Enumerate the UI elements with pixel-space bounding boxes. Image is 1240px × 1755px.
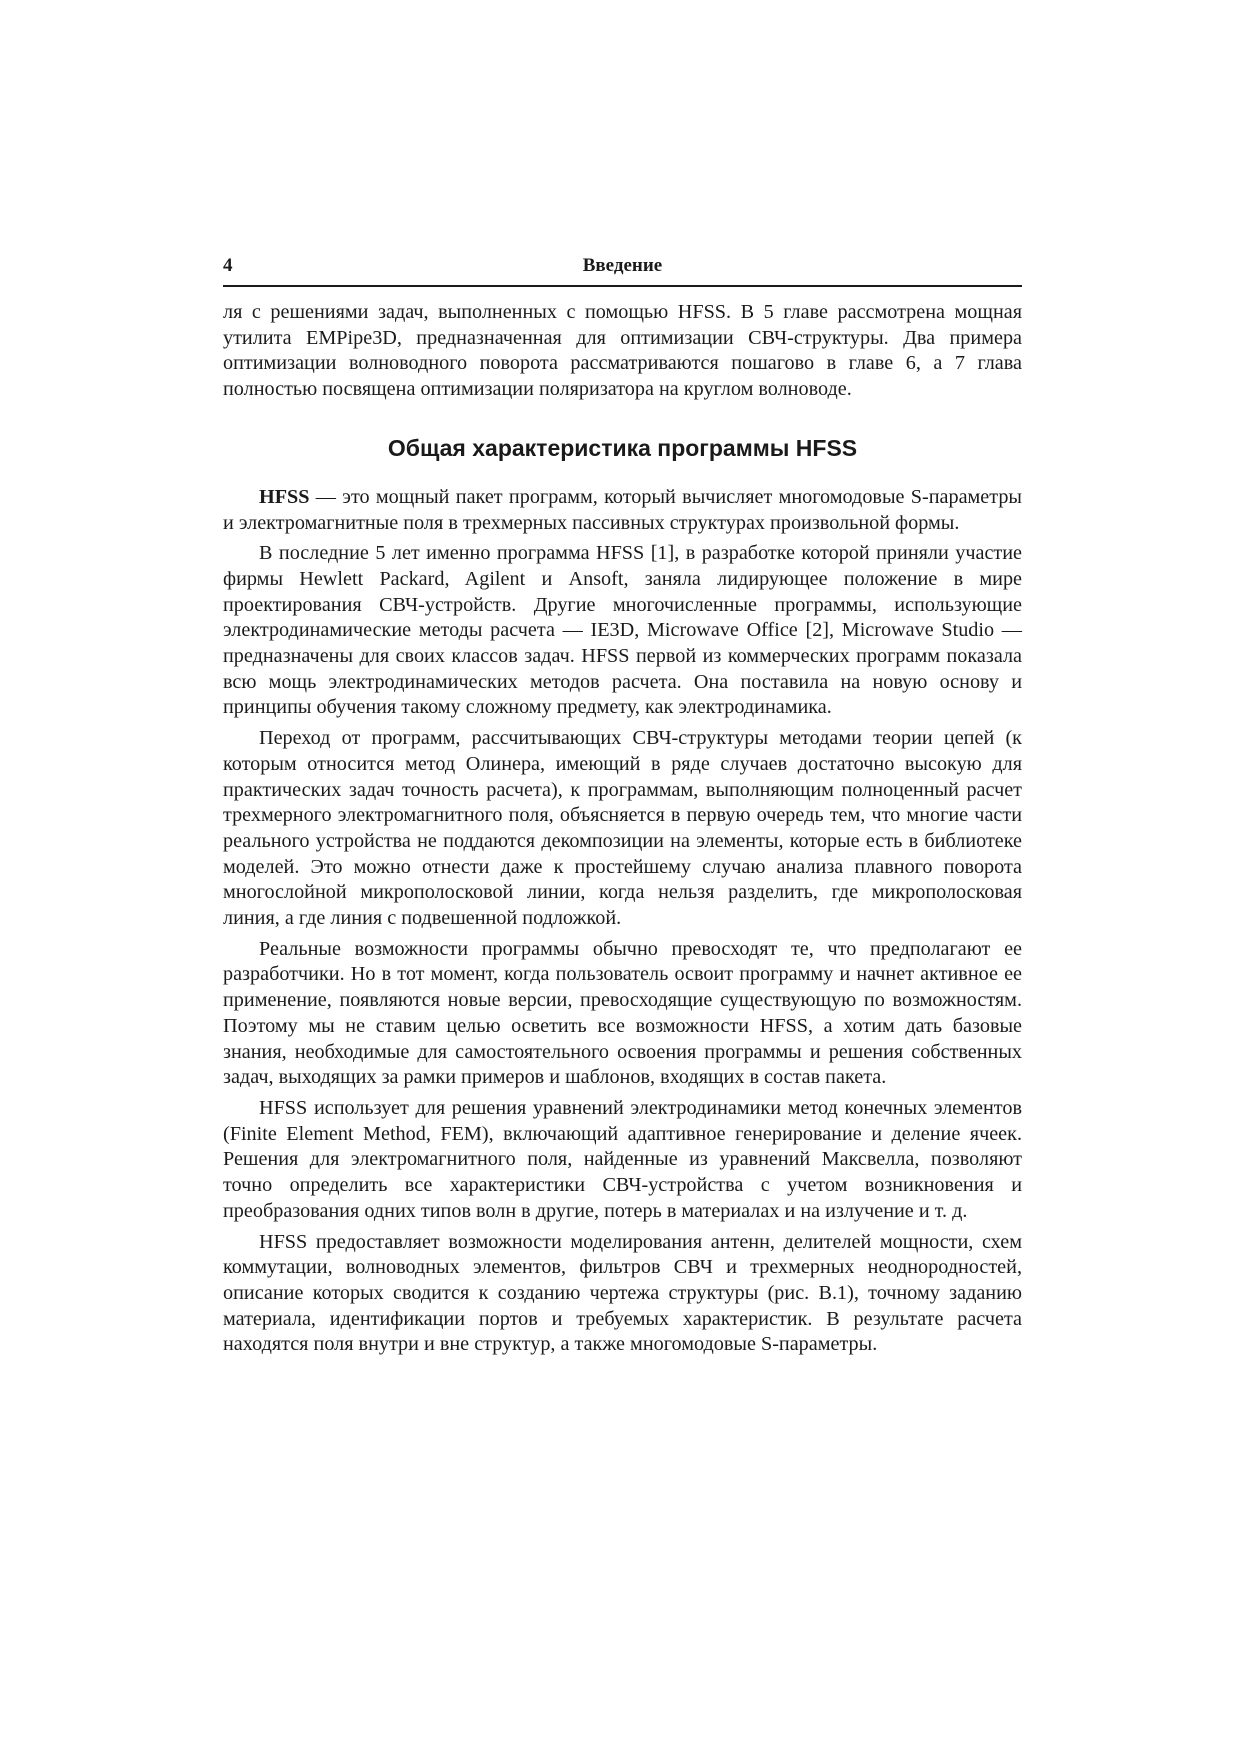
paragraph-5: HFSS использует для решения уравнений электродинамики метод конечных элементов (Finite Element Method, FEM), включающий адаптивное генерирование и деление ячеек. Решения для электромагнитного поля, найденные из уравнений Максвелла, позволяют точно определить все характеристики СВЧ-устройства с учетом возникновения и преобразования одних типов волн в другие, потерь в материалах и на излучение и т. д. <box>223 1096 1022 1222</box>
intro-paragraph: ля с решениями задач, выполненных с помощью HFSS. В 5 главе рассмотрена мощная утилита EMPipe3D, предназначенная для оптимизации СВЧ-структуры. Два примера оптимизации волноводного поворота рассматриваются пошагово в главе 6, а 7 глава полностью посвящена оптимизации поляризатора на круглом волноводе. <box>223 301 1022 401</box>
running-header <box>223 253 1022 287</box>
running-title: Введение <box>582 255 663 276</box>
paragraph-1-text: — это мощный пакет программ, который вычисляет многомодовые S-параметры и электромагнитные поля в трехмерных пассивных структурах произвольной формы. <box>223 485 1022 534</box>
body-text <box>223 300 1022 1358</box>
paragraph-1 <box>223 485 1022 536</box>
section-heading: Общая характеристика программы HFSS <box>387 434 858 461</box>
paragraph-6: HFSS предоставляет возможности моделирования антенн, делителей мощности, схем коммутации, волноводных элементов, фильтров СВЧ и трехмерных неоднородностей, описание которых сводится к созданию чертежа структуры (рис. В.1), точному заданию материала, идентификации портов и требуемых характеристик. В результате расчета находятся поля внутри и вне структур, а также многомодовые S-параметры. <box>223 1230 1022 1356</box>
paragraph-2: В последние 5 лет именно программа HFSS [1], в разработке которой приняли участие фирмы Hewlett Packard, Agilent и Ansoft, заняла лидирующее положение в мире проектирования СВЧ-устройств. Другие многочисленные программы, использующие электродинамические методы расчета — IE3D, Microwave Office [2], Microwave Studio — предназначены для своих классов задач. HFSS первой из коммерческих программ показала всю мощь электродинамических методов расчета. Она поставила на новую основу и принципы обучения такому сложному предмету, как электродинамика. <box>223 542 1022 719</box>
paragraph-3: Переход от программ, рассчитывающих СВЧ-структуры методами теории цепей (к которым относится метод Олинера, имеющий в ряде случаев достаточно высокую для практических задач точность расчета), к программам, выполняющим полноценный расчет трехмерного электромагнитного поля, объясняется в первую очередь тем, что многие части реального устройства не поддаются декомпозиции на элементы, которые есть в библиотеке моделей. Это можно отнести даже к простейшему случаю анализа плавного поворота многослойной микрополосковой линии, когда нельзя разделить, где микрополосковая линия, а где линия с подвешенной подложкой. <box>223 727 1022 930</box>
paragraph-4: Реальные возможности программы обычно превосходят те, что предполагают ее разработчики. Но в тот момент, когда пользователь освоит программу и начнет активное ее применение, появляются новые версии, превосходящие существующую по возможностям. Поэтому мы не ставим целью осветить все возможности HFSS, а хотим дать базовые знания, необходимые для самостоятельного освоения программы и решения собственных задач, выходящих за рамки примеров и шаблонов, входящих в состав пакета. <box>223 937 1022 1089</box>
page-number: 4 <box>223 255 233 276</box>
lead-term: HFSS <box>259 485 310 508</box>
